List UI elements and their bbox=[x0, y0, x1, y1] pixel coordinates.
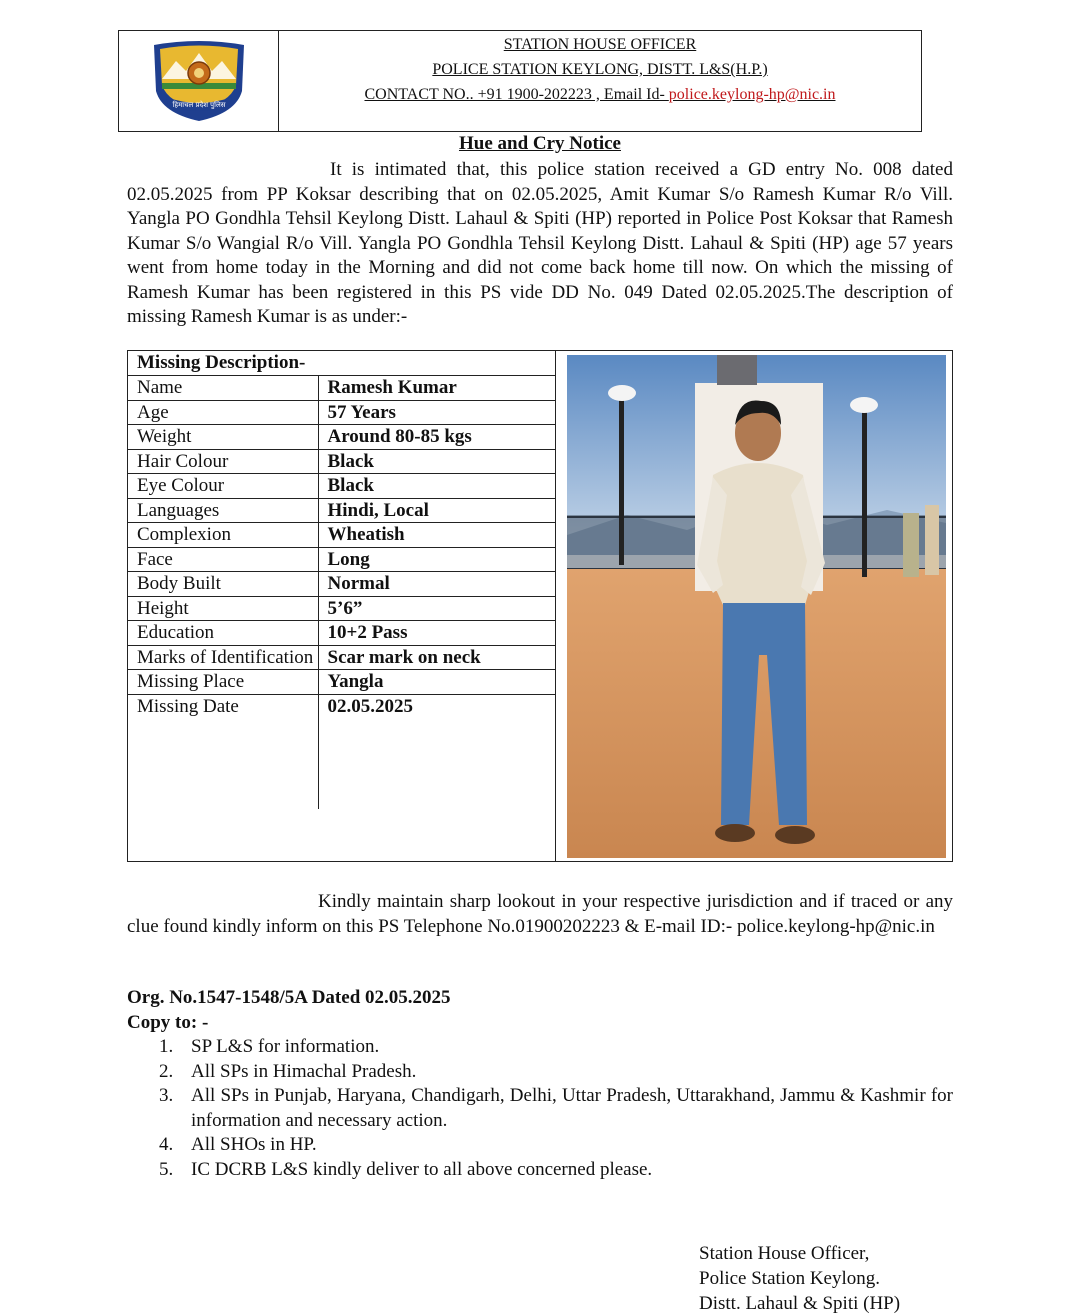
copy-to-number: 5. bbox=[159, 1158, 174, 1180]
description-heading: Missing Description- bbox=[128, 351, 556, 376]
copy-to-number: 1. bbox=[159, 1036, 174, 1057]
header-station: POLICE STATION KEYLONG, DISTT. L&S(H.P.) bbox=[432, 61, 768, 78]
description-value: Yangla bbox=[318, 670, 556, 695]
logo-text: हिमाचल प्रदेश पुलिस bbox=[172, 101, 225, 109]
description-value: Around 80-85 kgs bbox=[318, 425, 556, 450]
copy-to-text: All SHOs in HP. bbox=[191, 1134, 317, 1155]
notice-title: Hue and Cry Notice bbox=[458, 133, 621, 154]
description-label: Missing Date bbox=[128, 694, 318, 809]
description-value: Scar mark on neck bbox=[318, 645, 556, 670]
copy-to-item bbox=[127, 1084, 953, 1133]
copy-to-text: All SPs in Punjab, Haryana, Chandigarh, Delhi, Uttar Pradesh, Uttarakhand, Jammu & Kashmir for information and necessary action. bbox=[191, 1085, 953, 1131]
signature-line-1: Station House Officer, bbox=[699, 1243, 870, 1264]
description-label: Age bbox=[128, 400, 318, 425]
missing-description-table bbox=[128, 351, 556, 809]
description-row bbox=[128, 400, 556, 425]
copy-to-item bbox=[127, 1035, 953, 1060]
copy-to-list bbox=[127, 1035, 953, 1182]
description-label: Hair Colour bbox=[128, 449, 318, 474]
copy-to-text: All SPs in Himachal Pradesh. bbox=[191, 1060, 417, 1082]
header-designation: STATION HOUSE OFFICER bbox=[503, 36, 697, 53]
description-row bbox=[128, 425, 556, 450]
org-number: Org. No.1547-1548/5A Dated 02.05.2025 bbox=[127, 987, 451, 1008]
letterhead bbox=[118, 30, 922, 132]
description-label: Marks of Identification bbox=[128, 645, 318, 670]
description-label: Face bbox=[128, 547, 318, 572]
description-value: 5’6” bbox=[318, 596, 556, 621]
intro-paragraph-text: It is intimated that, this police station received a GD entry No. 008 dated 02.05.2025 from PP Koksar describing that on 02.05.2025, Amit Kumar S/o Ramesh Kumar R/o Vill. Yangla PO Gondhla Tehsil Keylong Distt. Lahaul & Spiti (HP) reported in Police Post Koksar that Ramesh Kumar S/o Wangial R/o Vill. Yangla PO Gondhla Tehsil Keylong Distt. Lahaul & Spiti (HP) age 57 years went from home today in the Morning and did not come back home till now. On which the missing of Ramesh Kumar has been registered in this PS vide DD No. 049 Dated 02.05.2025.The description of missing Ramesh Kumar is as under:- bbox=[127, 159, 953, 327]
description-row bbox=[128, 498, 556, 523]
description-row bbox=[128, 694, 556, 809]
signature-line-2: Police Station Keylong. bbox=[699, 1268, 881, 1289]
description-value: 02.05.2025 bbox=[318, 694, 556, 809]
description-label: Complexion bbox=[128, 523, 318, 548]
description-label: Weight bbox=[128, 425, 318, 450]
description-value: Black bbox=[318, 449, 556, 474]
description-row bbox=[128, 645, 556, 670]
description-label: Languages bbox=[128, 498, 318, 523]
signature-line-3: Distt. Lahaul & Spiti (HP) bbox=[699, 1293, 901, 1314]
description-label: Eye Colour bbox=[128, 474, 318, 499]
description-value: Long bbox=[318, 547, 556, 572]
signature-block bbox=[699, 1241, 900, 1316]
copy-to-number: 4. bbox=[159, 1134, 174, 1155]
copy-to-item bbox=[127, 1060, 953, 1085]
header-email-link[interactable]: police.keylong-hp@nic.in bbox=[668, 86, 836, 103]
description-value: Ramesh Kumar bbox=[318, 376, 556, 401]
header-contact-prefix: CONTACT NO.. +91 1900-202223 , Email Id- bbox=[364, 86, 669, 103]
description-value: 57 Years bbox=[318, 400, 556, 425]
description-row bbox=[128, 523, 556, 548]
copy-to-text: IC DCRB L&S kindly deliver to all above concerned please. bbox=[191, 1158, 653, 1180]
description-row bbox=[128, 376, 556, 401]
copy-to-item bbox=[127, 1133, 953, 1158]
description-label: Name bbox=[128, 376, 318, 401]
description-row bbox=[128, 596, 556, 621]
description-row bbox=[128, 670, 556, 695]
description-label: Height bbox=[128, 596, 318, 621]
description-value: Hindi, Local bbox=[318, 498, 556, 523]
letterhead-text bbox=[279, 31, 921, 131]
description-heading-row bbox=[128, 351, 556, 376]
lookout-paragraph-text: Kindly maintain sharp lookout in your respective jurisdiction and if traced or any clue found kindly inform on this PS Telephone No.01900202223 & E-mail ID:- police.keylong-hp@nic.in bbox=[127, 891, 953, 937]
description-value: Normal bbox=[318, 572, 556, 597]
copy-to-item bbox=[127, 1158, 953, 1183]
intro-paragraph bbox=[127, 158, 953, 330]
description-row bbox=[128, 572, 556, 597]
missing-description-panel bbox=[127, 350, 953, 862]
description-label: Education bbox=[128, 621, 318, 646]
description-row bbox=[128, 449, 556, 474]
copy-to-number: 3. bbox=[159, 1085, 174, 1106]
police-logo-cell bbox=[119, 31, 279, 131]
description-row bbox=[128, 547, 556, 572]
copy-to-text: SP L&S for information. bbox=[191, 1036, 380, 1057]
description-label: Body Built bbox=[128, 572, 318, 597]
description-label: Missing Place bbox=[128, 670, 318, 695]
description-row bbox=[128, 621, 556, 646]
missing-person-photo bbox=[567, 355, 946, 858]
description-row bbox=[128, 474, 556, 499]
description-value: Wheatish bbox=[318, 523, 556, 548]
description-value: 10+2 Pass bbox=[318, 621, 556, 646]
table-divider bbox=[555, 351, 556, 861]
description-value: Black bbox=[318, 474, 556, 499]
copy-to-heading: Copy to: - bbox=[127, 1011, 209, 1033]
lookout-paragraph bbox=[127, 890, 953, 939]
org-number-block bbox=[127, 986, 451, 1035]
copy-to-number: 2. bbox=[159, 1060, 174, 1082]
header-contact bbox=[279, 82, 921, 107]
hp-police-emblem-icon bbox=[146, 39, 252, 123]
